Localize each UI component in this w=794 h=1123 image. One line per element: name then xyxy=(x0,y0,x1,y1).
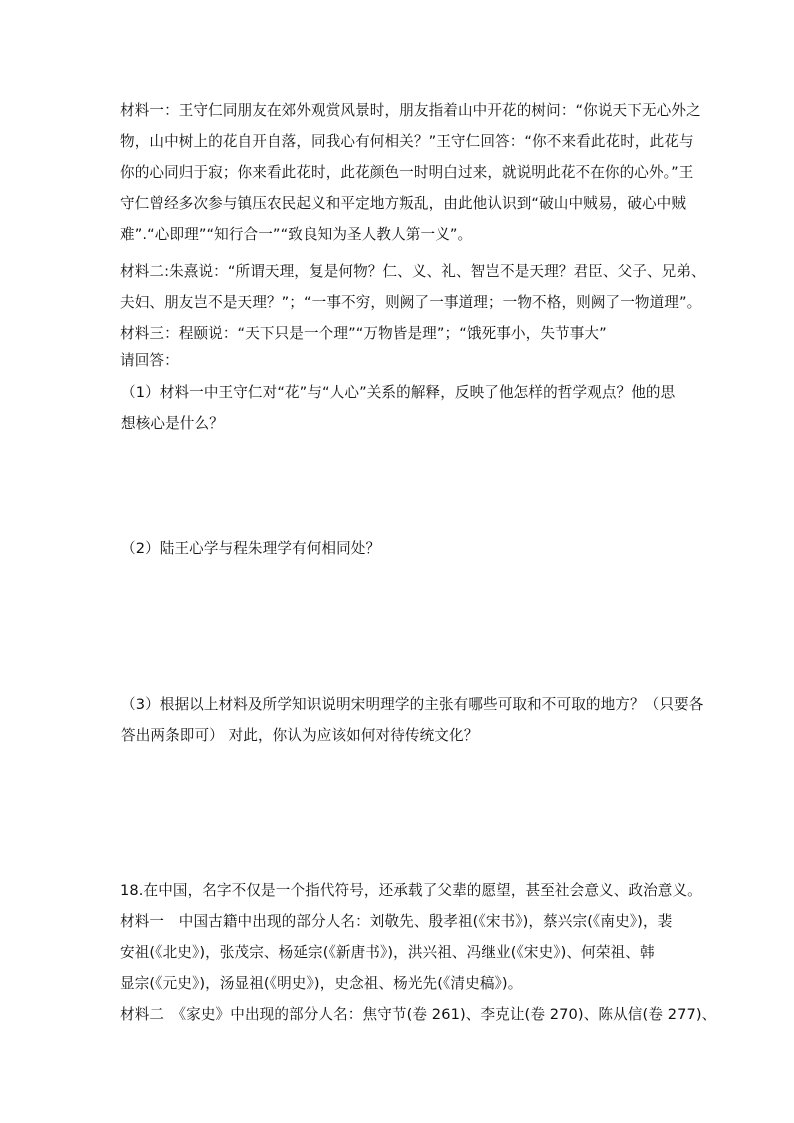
question-1-line-2: 想核心是什么？ xyxy=(121,415,224,432)
material-1-line-4: 守仁曾经多次参与镇压农民起义和平定地方叛乱，由此他认识到“破山中贼易，破心中贼 xyxy=(120,195,687,212)
q18-material-2-line-1: 材料二 《家史》中出现的部分人名：焦守节(卷 261)、李克让(卷 270)、陈从信(卷 277)、 xyxy=(120,1006,717,1023)
question-3-line-1: （3）根据以上材料及所学知识说明宋明理学的主张有哪些可取和不可取的地方？（只要各 xyxy=(121,696,704,713)
material-3-line: 材料三：程颐说：“天下只是一个理”“万物皆是理”；“饿死事小，失节事大” xyxy=(120,325,607,342)
question-1-line-1: （1）材料一中王守仁对“花”与“人心”关系的解释，反映了他怎样的哲学观点？他的思 xyxy=(121,384,676,401)
material-2-line-2: 夫妇、朋友岂不是天理？”；“一事不穷，则阙了一事道理；一物不格，则阙了一物道理”。 xyxy=(120,294,702,311)
question-2: （2）陆王心学与程朱理学有何相同处？ xyxy=(121,540,381,557)
q18-material-1-line-1: 材料一 中国古籍中出现的部分人名：刘敬先、殷孝祖(《宋书》)，蔡兴宗(《南史》)，裴 xyxy=(120,913,673,930)
material-1-line-3: 你的心同归于寂；你来看此花时，此花颜色一时明白过来，就说明此花不在你的心外。”王 xyxy=(120,164,694,181)
q18-material-1-line-2: 安祖(《北史》)，张茂宗、杨延宗(《新唐书》)，洪兴祖、冯继业(《宋史》)、何荣祖、韩 xyxy=(120,944,655,961)
material-1-line-5: 难”.“心即理”“知行合一”“致良知为圣人教人第一义”。 xyxy=(120,226,473,243)
material-2-line-1: 材料二:朱熹说：“所谓天理，复是何物？仁、义、礼、智岂不是天理？君臣、父子、兄弟、 xyxy=(120,263,706,280)
question-3-line-2: 答出两条即可） 对此，你认为应该如何对待传统文化？ xyxy=(121,727,479,744)
question-18-intro: 18.在中国，名字不仅是一个指代符号，还承载了父辈的愿望，甚至社会意义、政治意义。 xyxy=(120,882,702,899)
material-1-line-1: 材料一：王守仁同朋友在郊外观赏风景时，朋友指着山中开花的树问：“你说天下无心外之 xyxy=(120,102,701,119)
material-1-line-2: 物，山中树上的花自开自落，同我心有何相关？”王守仁回答：“你不来看此花时，此花与 xyxy=(120,133,694,150)
q18-material-1-line-3: 显宗(《元史》)，汤显祖(《明史》)，史念祖、杨光先(《清史稿》)。 xyxy=(120,975,523,992)
answer-prompt: 请回答： xyxy=(120,352,179,369)
